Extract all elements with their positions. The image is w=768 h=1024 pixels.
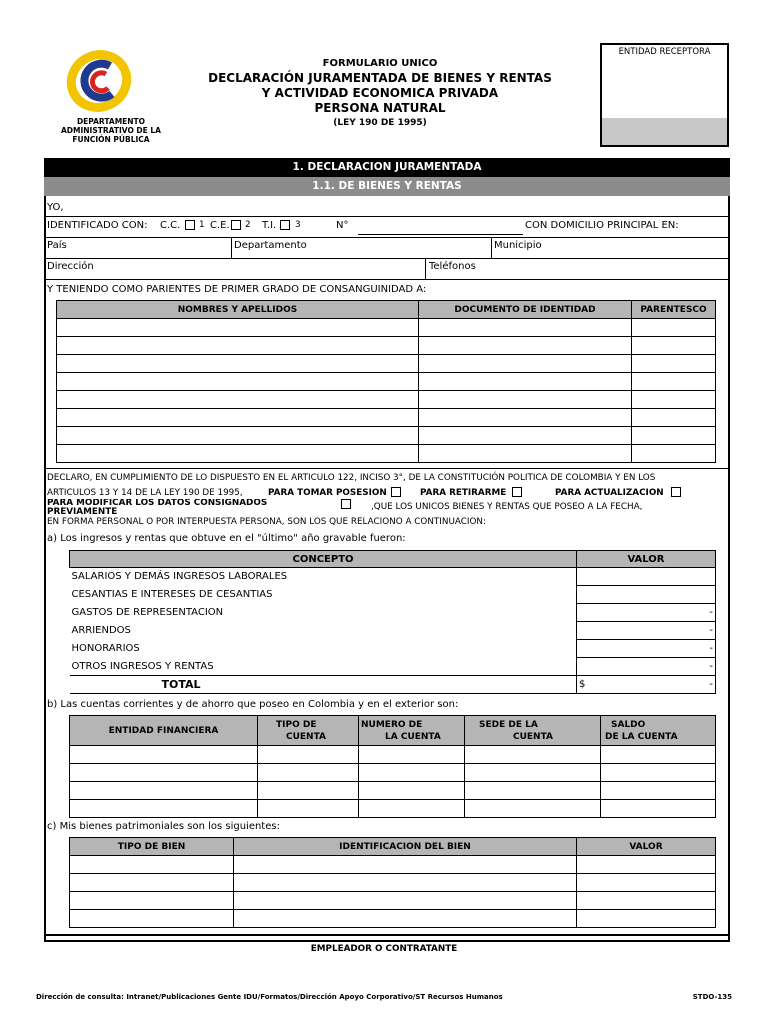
declaro-line2: ARTICULOS 13 Y 14 DE LA LEY 190 DE 1995, (47, 488, 243, 498)
ce-checkbox[interactable] (231, 220, 241, 230)
concepto-cell: SALARIOS Y DEMÁS INGRESOS LABORALES (71, 571, 288, 583)
header-sede-cuenta: SEDE DE LA CUENTA (465, 716, 601, 746)
valor-cell[interactable]: - (577, 622, 716, 640)
divider (44, 237, 730, 238)
direccion-label: Dirección (47, 261, 94, 272)
table-row[interactable] (70, 746, 716, 764)
cc-checkbox[interactable] (185, 220, 195, 230)
declaro-line4: EN FORMA PERSONAL O POR INTERPUESTA PERSONA, SON LOS QUE RELACIONO A CONTINUACION: (47, 517, 486, 527)
table-row[interactable] (70, 640, 716, 658)
retirarme-checkbox[interactable] (512, 487, 522, 497)
actualizacion-checkbox[interactable] (671, 487, 681, 497)
table-row[interactable] (57, 409, 716, 427)
header-nombres: NOMBRES Y APELLIDOS (57, 301, 419, 319)
posesion-label: PARA TOMAR POSESION (268, 488, 387, 498)
numero-label: N° (336, 220, 349, 231)
table-row[interactable] (70, 782, 716, 800)
unicos-text: ,QUE LOS UNICOS BIENES Y RENTAS QUE POSEO A LA FECHA, (371, 502, 643, 512)
posesion-checkbox[interactable] (391, 487, 401, 497)
bienes-table (69, 837, 716, 928)
parientes-table (56, 300, 716, 463)
ingresos-label: a) Los ingresos y rentas que obtuve en el "último" año gravable fueron: (47, 533, 406, 544)
header-tipo-cuenta: TIPO DE CUENTA (258, 716, 359, 746)
table-row[interactable] (70, 800, 716, 818)
divider (44, 258, 730, 259)
departamento-label: Departamento (234, 240, 307, 251)
table-row[interactable] (57, 391, 716, 409)
department-name: DEPARTAMENTO ADMINISTRATIVO DE LA FUNCIÓN PÚBLICA (61, 117, 161, 144)
table-row[interactable] (70, 874, 716, 892)
table-row[interactable] (57, 337, 716, 355)
valor-cell[interactable]: - (577, 658, 716, 676)
yo-label: YO, (47, 202, 64, 213)
total-row (70, 676, 716, 694)
numero-input[interactable] (358, 234, 523, 235)
table-row[interactable] (70, 568, 716, 586)
header-concepto: CONCEPTO (70, 551, 577, 568)
divider (44, 279, 730, 280)
valor-cell[interactable] (577, 568, 716, 586)
table-row[interactable] (70, 764, 716, 782)
pais-label: País (47, 240, 67, 251)
valor-cell[interactable]: - (577, 640, 716, 658)
header-tipo-bien: TIPO DE BIEN (70, 838, 234, 856)
concepto-cell: OTROS INGRESOS Y RENTAS (71, 660, 214, 672)
header-documento: DOCUMENTO DE IDENTIDAD (419, 301, 632, 319)
ce-number: 2 (245, 220, 251, 230)
entidad-receptora-shade (602, 118, 727, 145)
table-row[interactable] (70, 856, 716, 874)
form-subtitle-2: Y ACTIVIDAD ECONOMICA PRIVADA (261, 86, 499, 100)
cuentas-label: b) Las cuentas corrientes y de ahorro que poseo en Colombia y en el exterior son: (47, 699, 459, 710)
ingresos-table (69, 550, 716, 694)
total-label: TOTAL (70, 676, 577, 694)
ti-checkbox[interactable] (280, 220, 290, 230)
header-entidad: ENTIDAD FINANCIERA (70, 716, 258, 746)
concepto-cell: GASTOS DE REPRESENTACION (71, 607, 224, 618)
table-row[interactable] (57, 319, 716, 337)
modificar-label: PARA MODIFICAR LOS DATOS CONSIGNADOS PREVIAMENTE (47, 499, 268, 516)
divider (44, 216, 730, 217)
telefonos-label: Teléfonos (429, 261, 476, 272)
declaro-line1: DECLARO, EN CUMPLIMIENTO DE LO DISPUESTO EN EL ARTICULO 122, INCISO 3°, DE LA CONSTITUCIÓN POLITICA DE COLOMBIA Y EN LOS (47, 473, 656, 483)
total-currency: $ (579, 679, 586, 690)
table-row[interactable] (57, 373, 716, 391)
concepto-cell: CESANTIAS E INTERESES DE CESANTIAS (71, 589, 273, 600)
logo-icon (66, 50, 136, 112)
table-row[interactable] (57, 445, 716, 463)
form-subtitle-1: DECLARACIÓN JURAMENTADA DE BIENES Y RENTAS (208, 71, 552, 85)
municipio-label: Municipio (494, 240, 542, 251)
form-title: FORMULARIO UNICO (322, 58, 438, 69)
domicilio-label: CON DOMICILIO PRINCIPAL EN: (525, 220, 679, 231)
concepto-cell: HONORARIOS (71, 643, 140, 654)
parientes-label: Y TENIENDO COMO PARIENTES DE PRIMER GRADO DE CONSANGUINIDAD A: (47, 284, 427, 295)
cc-label: C.C. (160, 220, 181, 231)
footer-code: STDO-135 (692, 993, 732, 1001)
retirarme-label: PARA RETIRARME (420, 488, 507, 498)
entidad-receptora-box[interactable] (600, 43, 729, 147)
valor-cell[interactable] (577, 586, 716, 604)
identificado-label: IDENTIFICADO CON: (47, 220, 148, 231)
table-row[interactable] (70, 604, 716, 622)
concepto-cell: ARRIENDOS (71, 625, 131, 636)
header-identificacion-bien: IDENTIFICACION DEL BIEN (234, 838, 577, 856)
table-row[interactable] (70, 892, 716, 910)
section-title: 1. DECLARACION JURAMENTADA (44, 158, 730, 177)
table-row[interactable] (57, 427, 716, 445)
valor-cell[interactable]: - (577, 604, 716, 622)
form-subtitle-3: PERSONA NATURAL (314, 101, 446, 115)
table-row[interactable] (70, 586, 716, 604)
empleador-heading: EMPLEADOR O CONTRATANTE (310, 944, 458, 954)
divider (44, 934, 730, 936)
form-law: (LEY 190 DE 1995) (333, 118, 427, 128)
table-row[interactable] (57, 355, 716, 373)
ce-label: C.E. (210, 220, 230, 231)
divider (425, 258, 426, 279)
entidad-receptora-label: ENTIDAD RECEPTORA (618, 47, 711, 57)
total-value-cell (577, 676, 716, 694)
header-saldo-cuenta: SALDO DE LA CUENTA (601, 716, 716, 746)
divider (44, 468, 730, 469)
total-value: - (709, 679, 713, 690)
table-row[interactable] (70, 658, 716, 676)
modificar-checkbox[interactable] (341, 499, 351, 509)
divider (491, 237, 492, 258)
footer-path: Dirección de consulta: Intranet/Publicaciones Gente IDU/Formatos/Dirección Apoyo Corporativo/ST Recursos Humanos (36, 993, 503, 1001)
header-valor-bien: VALOR (577, 838, 716, 856)
section-subtitle: 1.1. DE BIENES Y RENTAS (44, 177, 730, 196)
cc-number: 1 (199, 220, 205, 230)
form-title-block (190, 56, 570, 131)
ti-label: T.I. (262, 220, 277, 231)
header-valor: VALOR (577, 551, 716, 568)
ti-number: 3 (295, 220, 301, 230)
actualizacion-label: PARA ACTUALIZACION (555, 488, 664, 498)
divider (231, 237, 232, 258)
header-numero-cuenta: NUMERO DE LA CUENTA (359, 716, 465, 746)
bienes-label: c) Mis bienes patrimoniales son los siguientes: (47, 821, 280, 832)
table-row[interactable] (70, 622, 716, 640)
table-row[interactable] (70, 910, 716, 928)
cuentas-table (69, 715, 716, 818)
header-parentesco: PARENTESCO (632, 301, 716, 319)
